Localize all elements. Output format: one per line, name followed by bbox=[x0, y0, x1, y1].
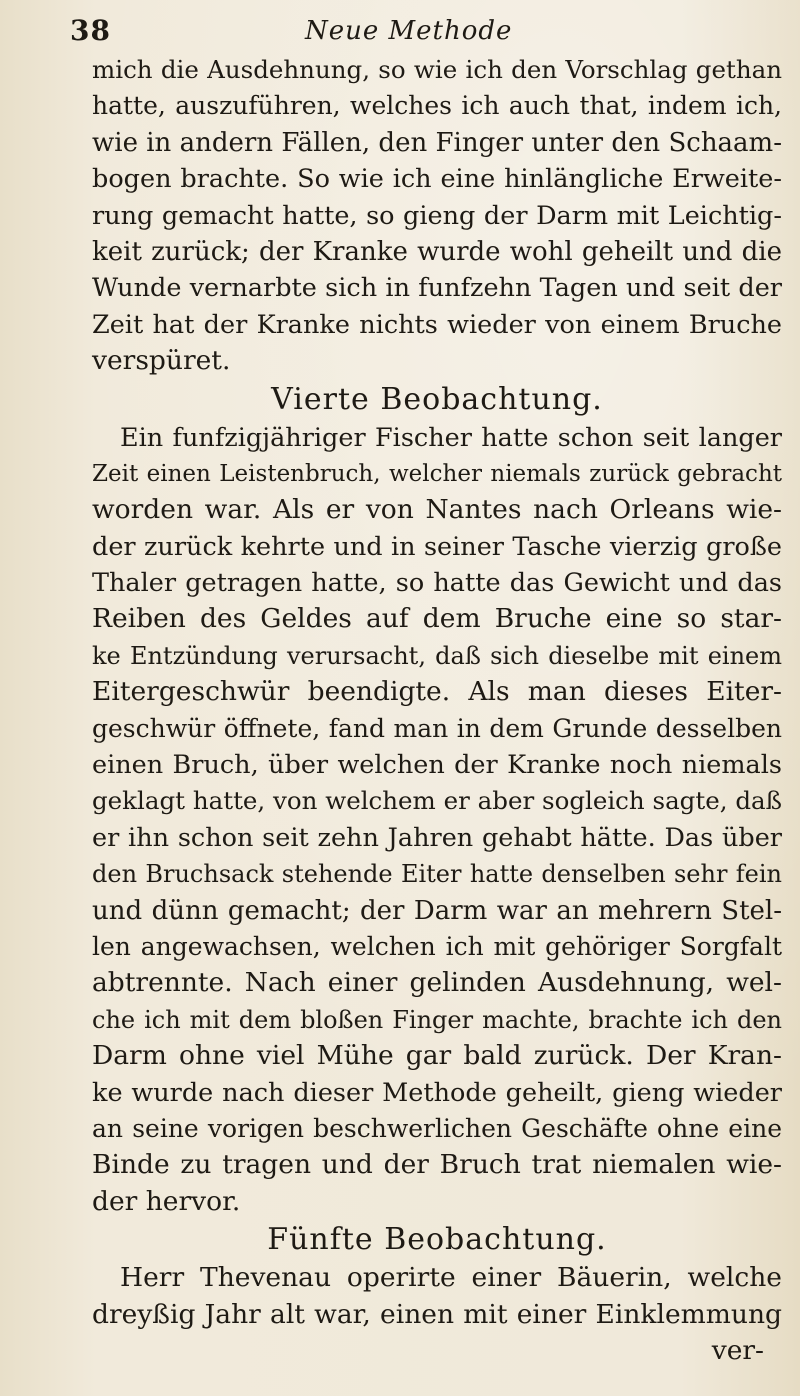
catchword: ver- bbox=[711, 1334, 764, 1366]
text-line: geschwür öffnete, fand man in dem Grunde desselben bbox=[92, 713, 782, 743]
section-heading-fourth-observation: Vierte Beobachtung. bbox=[271, 381, 603, 417]
text-line: worden war. Als er von Nantes nach Orleans wie- bbox=[92, 494, 782, 526]
text-line: geklagt hatte, von welchem er aber sogleich sagte, daß bbox=[92, 786, 782, 816]
text-line: dreyßig Jahr alt war, einen mit einer Einklemmung bbox=[92, 1298, 782, 1330]
text-line: der zurück kehrte und in seiner Tasche vierzig große bbox=[92, 531, 782, 562]
text-line: einen Bruch, über welchen der Kranke noch niemals bbox=[92, 750, 782, 781]
text-line: Herr Thevenau operirte einer Bäuerin, welche bbox=[120, 1262, 782, 1294]
text-line: Thaler getragen hatte, so hatte das Gewicht und das bbox=[92, 568, 782, 599]
section-heading-fifth-observation: Fünfte Beobachtung. bbox=[267, 1222, 607, 1258]
text-line: der hervor. bbox=[92, 1185, 241, 1217]
page-header bbox=[70, 14, 750, 54]
body-text bbox=[92, 52, 782, 1369]
running-head: Neue Methode bbox=[305, 16, 513, 46]
text-line: che ich mit dem bloßen Finger machte, brachte ich den bbox=[92, 1005, 782, 1034]
text-line: verspüret. bbox=[92, 345, 231, 377]
text-line: wie in andern Fällen, den Finger unter den Schaam- bbox=[92, 127, 782, 158]
text-line: und dünn gemacht; der Darm war an mehrern Stel- bbox=[92, 895, 782, 926]
text-line: ke Entzündung verursacht, daß sich dieselbe mit einem bbox=[92, 641, 782, 670]
text-line: Zeit hat der Kranke nichts wieder von einem Bruche bbox=[92, 309, 782, 340]
text-line: bogen brachte. So wie ich eine hinlängliche Erweite- bbox=[92, 164, 782, 195]
text-line: Binde zu tragen und der Bruch trat niemalen wie- bbox=[92, 1149, 782, 1181]
text-line: den Bruchsack stehende Eiter hatte denselben sehr fein bbox=[92, 860, 782, 889]
text-line: keit zurück; der Kranke wurde wohl geheilt und die bbox=[92, 236, 782, 267]
text-line: Wunde vernarbte sich in funfzehn Tagen und seit der bbox=[92, 273, 782, 304]
page-number: 38 bbox=[70, 14, 111, 47]
text-line: mich die Ausdehnung, so wie ich den Vorschlag gethan bbox=[92, 55, 782, 84]
text-line: Reiben des Geldes auf dem Bruche eine so star- bbox=[92, 603, 782, 635]
text-line: an seine vorigen beschwerlichen Geschäfte ohne eine bbox=[92, 1113, 782, 1143]
text-line: Darm ohne viel Mühe gar bald zurück. Der Kran- bbox=[92, 1040, 782, 1072]
text-line: Eitergeschwür beendigte. Als man dieses Eiter- bbox=[92, 676, 782, 708]
text-line: ke wurde nach dieser Methode geheilt, gieng wieder bbox=[92, 1077, 782, 1108]
text-line: len angewachsen, welchen ich mit gehöriger Sorgfalt bbox=[92, 931, 782, 961]
text-line: er ihn schon seit zehn Jahren gehabt hätte. Das über bbox=[92, 822, 782, 853]
text-line: Zeit einen Leistenbruch, welcher niemals zurück gebracht bbox=[92, 460, 782, 487]
text-line: hatte, auszuführen, welches ich auch that, indem ich, bbox=[92, 91, 782, 121]
text-line: Ein funfzigjähriger Fischer hatte schon seit langer bbox=[120, 422, 782, 453]
text-line: rung gemacht hatte, so gieng der Darm mit Leichtig- bbox=[92, 200, 782, 231]
text-line: abtrennte. Nach einer gelinden Ausdehnung, wel- bbox=[92, 967, 782, 999]
